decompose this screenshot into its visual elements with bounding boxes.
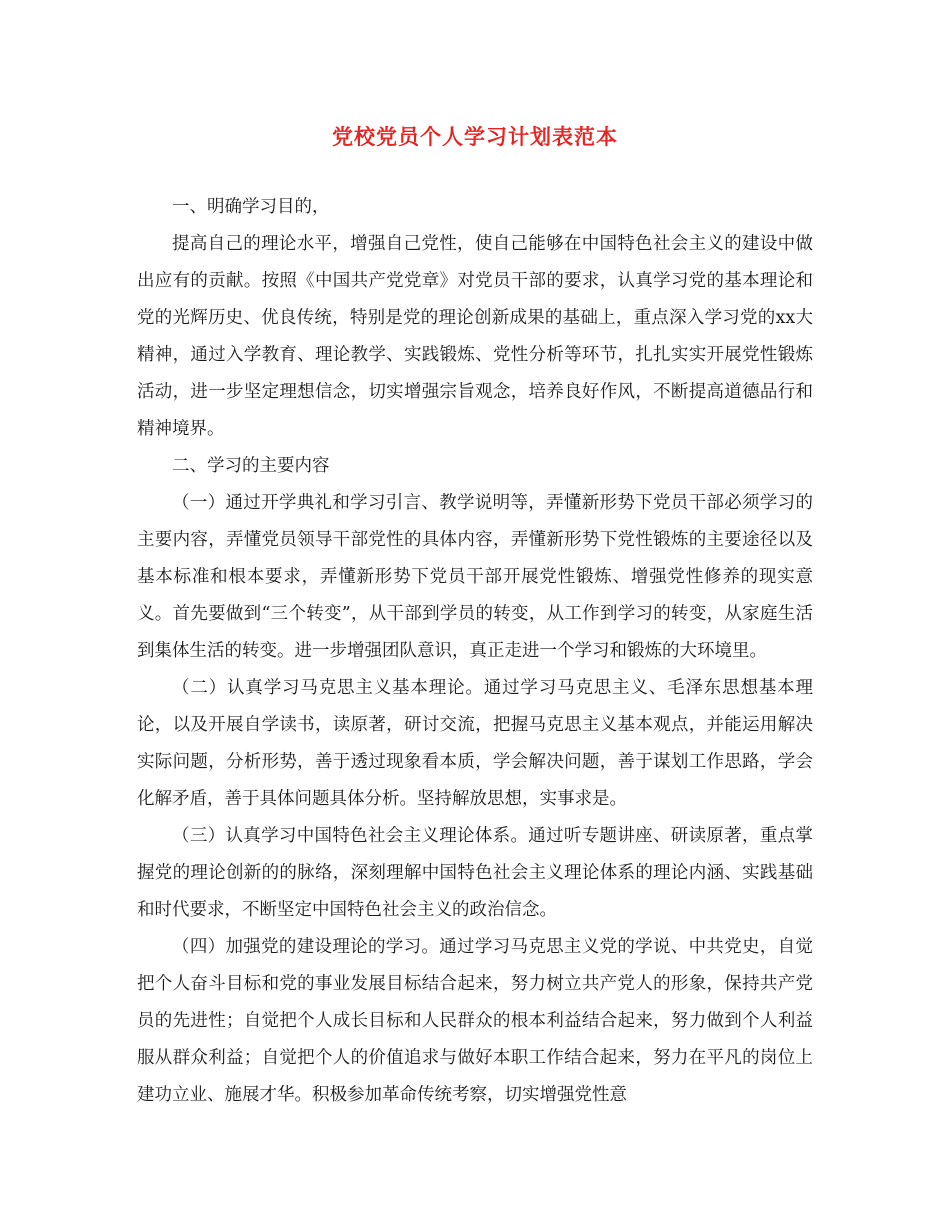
section-heading-2: 二、学习的主要内容 — [172, 456, 330, 476]
section-heading-1: 一、明确学习目的， — [172, 197, 330, 217]
document-title: 党校党员个人学习计划表范本 — [332, 124, 618, 149]
paragraph-item-4: （四）加强党的建设理论的学习。通过学习马克思主义党的学说、中共党史，自觉把个人奋斗目标和党的事业发展目标结合起来，努力树立共产党人的形象，保持共产党员的先进性；自觉把个人成长目标和人民群众的根本利益结合起来，努力做到个人利益服从群众利益；自觉把个人的价值追求与做好本职工作结合起来，努力在平凡的岗位上建功立业、施展才华。积极参加革命传统考察，切实增强党性意 — [137, 937, 813, 1105]
paragraph-item-1: （一）通过开学典礼和学习引言、教学说明等，弄懂新形势下党员干部必须学习的主要内容，弄懂党员领导干部党性的具体内容，弄懂新形势下党性锻炼的主要途径以及基本标准和根本要求，弄懂新形势下党员干部开展党性锻炼、增强党性修养的现实意义。首先要做到“三个转变”，从干部到学员的转变，从工作到学习的转变，从家庭生活到集体生活的转变。进一步增强团队意识，真正走进一个学习和锻炼的大环境里。 — [137, 493, 813, 661]
document-body — [137, 189, 813, 1114]
paragraph-purpose: 提高自己的理论水平，增强自己党性，使自己能够在中国特色社会主义的建设中做出应有的贡献。按照《中国共产党党章》对党员干部的要求，认真学习党的基本理论和党的光辉历史、优良传统，特别是党的理论创新成果的基础上，重点深入学习党的xx大精神，通过入学教育、理论教学、实践锻炼、党性分析等环节，扎扎实实开展党性锻炼活动，进一步坚定理想信念，切实增强宗旨观念，培养良好作风，不断提高道德品行和精神境界。 — [137, 234, 813, 439]
paragraph-item-3: （三）认真学习中国特色社会主义理论体系。通过听专题讲座、研读原著，重点掌握党的理论创新的的脉络，深刻理解中国特色社会主义理论体系的理论内涵、实践基础和时代要求，不断坚定中国特色社会主义的政治信念。 — [137, 826, 813, 920]
paragraph-item-2: （二）认真学习马克思主义基本理论。通过学习马克思主义、毛泽东思想基本理论，以及开展自学读书，读原著，研讨交流，把握马克思主义基本观点，并能运用解决实际问题，分析形势，善于透过现象看本质，学会解决问题，善于谋划工作思路，学会化解矛盾，善于具体问题具体分析。坚持解放思想，实事求是。 — [137, 678, 813, 809]
